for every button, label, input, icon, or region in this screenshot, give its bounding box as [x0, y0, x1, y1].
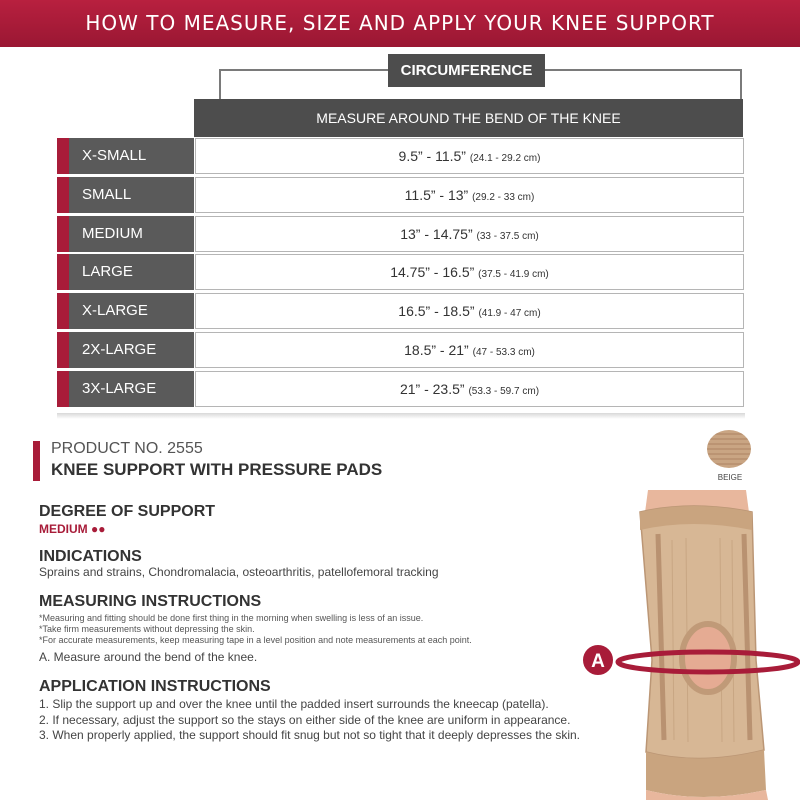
- row-accent: [57, 332, 69, 368]
- size-range: [195, 371, 744, 407]
- size-range: [195, 293, 744, 329]
- support-heading: DEGREE OF SUPPORT: [39, 503, 216, 520]
- application-heading: APPLICATION INSTRUCTIONS: [39, 678, 271, 695]
- range-cm: (53.3 - 59.7 cm): [468, 386, 540, 397]
- patella-opening: [682, 624, 734, 692]
- range-inches: 21” - 23.5”: [399, 381, 465, 397]
- row-accent: [57, 254, 69, 290]
- range-inches: 9.5” - 11.5”: [398, 148, 466, 164]
- size-row-small: [57, 177, 745, 213]
- product-number: PRODUCT NO. 2555: [51, 440, 203, 457]
- range-inches: 14.75” - 16.5”: [390, 264, 475, 280]
- support-level: MEDIUM ●●: [39, 522, 106, 536]
- range-inches: 16.5” - 18.5”: [398, 303, 475, 319]
- row-accent: [57, 371, 69, 407]
- row-accent: [57, 293, 69, 329]
- size-row-2x-large: [57, 332, 745, 368]
- product-name: KNEE SUPPORT WITH PRESSURE PADS: [51, 460, 383, 479]
- product-accent-bar: [33, 441, 40, 481]
- color-swatch: [707, 430, 751, 468]
- measuring-note: *For accurate measurements, keep measuring tape in a level position and note measurements at each point.: [39, 635, 472, 645]
- size-range: [195, 177, 744, 213]
- range-inches: 13” - 14.75”: [400, 226, 473, 242]
- size-row-x-large: [57, 293, 745, 329]
- application-step: 1. Slip the support up and over the knee until the padded insert surrounds the kneecap (patella).: [39, 697, 549, 711]
- measuring-step: A. Measure around the bend of the knee.: [39, 650, 258, 664]
- size-row-medium: [57, 216, 745, 252]
- size-label: X-SMALL: [69, 138, 194, 174]
- range-cm: (24.1 - 29.2 cm): [469, 153, 541, 164]
- measure-column-header: MEASURE AROUND THE BEND OF THE KNEE: [194, 99, 743, 137]
- size-label: SMALL: [69, 177, 194, 213]
- range-inches: 18.5” - 21”: [404, 342, 469, 358]
- circumference-label: CIRCUMFERENCE: [388, 54, 545, 87]
- size-row-3x-large: [57, 371, 745, 407]
- row-accent: [57, 138, 69, 174]
- color-swatch-label: BEIGE: [717, 473, 743, 482]
- measuring-heading: MEASURING INSTRUCTIONS: [39, 593, 262, 610]
- knee-support-illustration: [560, 490, 800, 800]
- range-cm: (47 - 53.3 cm): [472, 347, 535, 358]
- size-range: [195, 138, 744, 174]
- size-label: 3X-LARGE: [69, 371, 194, 407]
- size-range: [195, 216, 744, 252]
- size-row-large: [57, 254, 745, 290]
- measuring-note: *Take firm measurements without depressing the skin.: [39, 624, 255, 634]
- range-inches: 11.5” - 13”: [404, 187, 469, 203]
- size-row-x-small: [57, 138, 745, 174]
- application-step: 3. When properly applied, the support should fit snug but not so tight that it deeply depresses the skin.: [39, 728, 580, 742]
- size-label: LARGE: [69, 254, 194, 290]
- size-range: [195, 254, 744, 290]
- size-range: [195, 332, 744, 368]
- table-shadow-divider: [57, 413, 745, 419]
- range-cm: (33 - 37.5 cm): [476, 231, 539, 242]
- size-label: X-LARGE: [69, 293, 194, 329]
- size-label: 2X-LARGE: [69, 332, 194, 368]
- marker-a-letter: A: [591, 651, 605, 672]
- size-label: MEDIUM: [69, 216, 194, 252]
- row-accent: [57, 216, 69, 252]
- application-step: 2. If necessary, adjust the support so the stays on either side of the knee are uniform in appearance.: [39, 713, 571, 727]
- indications-text: Sprains and strains, Chondromalacia, osteoarthritis, patellofemoral tracking: [39, 565, 439, 579]
- row-accent: [57, 177, 69, 213]
- range-cm: (41.9 - 47 cm): [478, 308, 541, 319]
- measuring-note: *Measuring and fitting should be done first thing in the morning when swelling is less of an issue.: [39, 613, 424, 623]
- indications-heading: INDICATIONS: [39, 548, 142, 565]
- page-banner: HOW TO MEASURE, SIZE AND APPLY YOUR KNEE SUPPORT: [0, 0, 800, 47]
- range-cm: (29.2 - 33 cm): [472, 192, 535, 203]
- range-cm: (37.5 - 41.9 cm): [478, 269, 549, 280]
